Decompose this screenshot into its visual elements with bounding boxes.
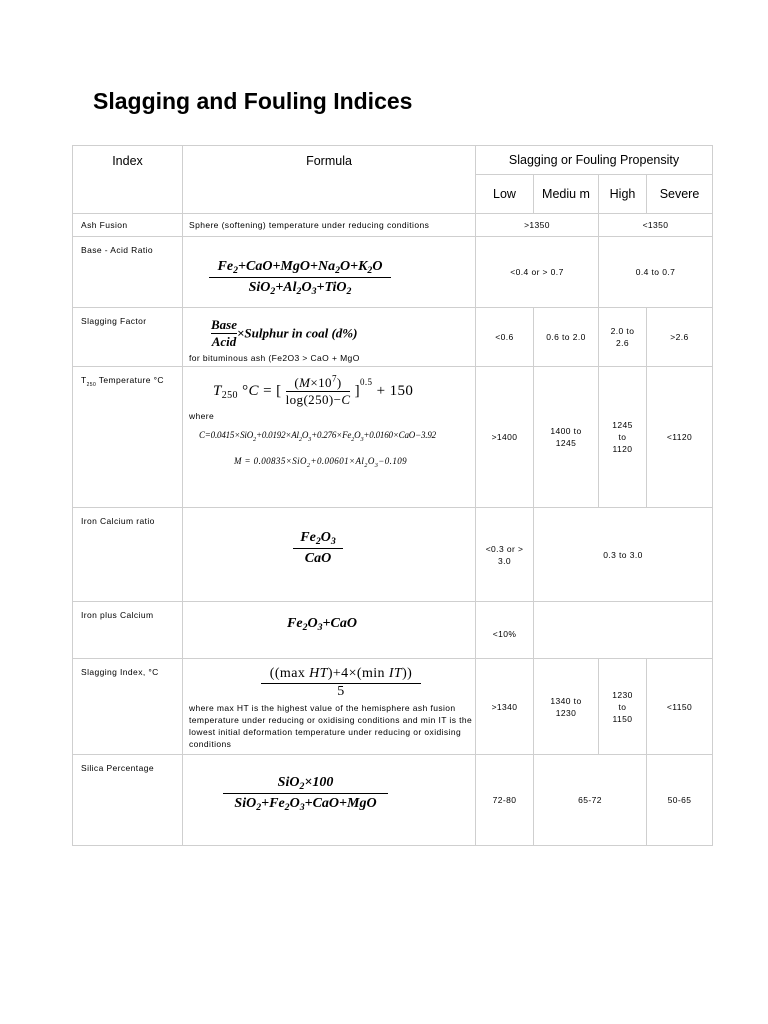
- formula-cell: [183, 367, 476, 508]
- base-acid-formula: $Fe_2+CaO+MgO+Na_2O+K_2O$ $SiO_2+Al_2O_3+TiO_2$: [209, 259, 391, 296]
- header-index: Index: [73, 146, 183, 214]
- low-cell: >1400: [476, 367, 534, 508]
- formula-cell: [183, 602, 476, 659]
- table-row: [73, 237, 713, 308]
- formula-cell: [183, 659, 476, 755]
- index-cell: Base - Acid Ratio: [73, 237, 183, 308]
- header-propensity: Slagging or Fouling Propensity: [476, 146, 713, 175]
- severe-cell: <1150: [647, 659, 713, 755]
- index-cell: Slagging Index, °C: [73, 659, 183, 755]
- table-row: [73, 755, 713, 846]
- indices-table: [72, 145, 713, 846]
- header-high: High: [599, 175, 647, 214]
- index-cell: Slagging Factor: [73, 308, 183, 367]
- formula-cell: Sphere (softening) temperature under reducing conditions: [183, 214, 476, 237]
- iron-calcium-formula: $Fe_2O_3$ CaO: [293, 530, 343, 567]
- slagging-index-formula: ((max HT)+4×(min IT)) 5: [261, 666, 421, 700]
- severe-cell: 50-65: [647, 755, 713, 846]
- header-medium: Mediu m: [534, 175, 599, 214]
- table-row: [73, 308, 713, 367]
- table-row: [73, 508, 713, 602]
- high-severe-cell: 0.4 to 0.7: [599, 237, 713, 308]
- formula-cell: [183, 508, 476, 602]
- index-cell: Iron Calcium ratio: [73, 508, 183, 602]
- high-severe-cell: <1350: [599, 214, 713, 237]
- silica-formula: SiO$_2$×100 $SiO_2+Fe_2O_3+CaO+MgO$: [223, 775, 388, 812]
- index-cell: Iron plus Calcium: [73, 602, 183, 659]
- table-row: [73, 659, 713, 755]
- formula-cell: [183, 237, 476, 308]
- low-cell: <0.3 or > 3.0: [476, 508, 534, 602]
- table-row: [73, 214, 713, 237]
- t250-where: where: [189, 411, 215, 421]
- header-formula: Formula: [183, 146, 476, 214]
- high-cell: 1230 to 1150: [599, 659, 647, 755]
- low-medium-cell: >1350: [476, 214, 599, 237]
- index-cell: $T_{250}$ Temperature °C: [73, 367, 183, 508]
- header-low: Low: [476, 175, 534, 214]
- medium-high-cell: 65-72: [534, 755, 647, 846]
- index-cell: Ash Fusion: [73, 214, 183, 237]
- c-equation: $C=0.0415\times SiO_2+0.0192\times Al_2O_3+0.276\times Fe_2O_3+0.0160\times CaO-3.92$: [199, 430, 436, 443]
- slagging-factor-formula: Base Acid ×Sulphur in coal (d%): [211, 317, 358, 349]
- low-cell: <0.6: [476, 308, 534, 367]
- medium-cell: 1400 to 1245: [534, 367, 599, 508]
- medium-cell: 1340 to 1230: [534, 659, 599, 755]
- formula-cell: [183, 755, 476, 846]
- t250-formula: $T_{250}$ °C = [ $\frac{(M\times 10^7)}{\log(250)-C}$ ]$^{0.5}$ + 150: [213, 373, 414, 407]
- high-cell: 2.0 to 2.6: [599, 308, 647, 367]
- m-equation: $M = 0.00835\times SiO_2+0.00601\times Al_2O_3-0.109$: [234, 456, 408, 469]
- header-severe: Severe: [647, 175, 713, 214]
- severe-cell: >2.6: [647, 308, 713, 367]
- low-cell: >1340: [476, 659, 534, 755]
- slagging-factor-note: for bituminous ash (Fe2O3 > CaO + MgO: [189, 353, 360, 363]
- low-cell: <10%: [476, 602, 534, 659]
- table-row: [73, 367, 713, 508]
- header-row: [73, 146, 713, 175]
- formula-cell: [183, 308, 476, 367]
- severe-cell: <1120: [647, 367, 713, 508]
- low-medium-cell: <0.4 or > 0.7: [476, 237, 599, 308]
- slagging-index-note: where max HT is the highest value of the hemisphere ash fusion temperature under reducing or oxidising conditions and min IT is the lowest initial deformation temperature under reducing or oxidising conditions: [189, 703, 473, 749]
- page-title: Slagging and Fouling Indices: [93, 88, 413, 114]
- low-cell: 72-80: [476, 755, 534, 846]
- table-row: [73, 602, 713, 659]
- medium-high-cell: 0.3 to 3.0: [534, 508, 713, 602]
- high-cell: 1245 to 1120: [599, 367, 647, 508]
- iron-plus-calcium-formula: $Fe_2O_3+CaO$: [287, 616, 357, 633]
- medium-cell: 0.6 to 2.0: [534, 308, 599, 367]
- empty-cell: [534, 602, 713, 659]
- index-cell: Silica Percentage: [73, 755, 183, 846]
